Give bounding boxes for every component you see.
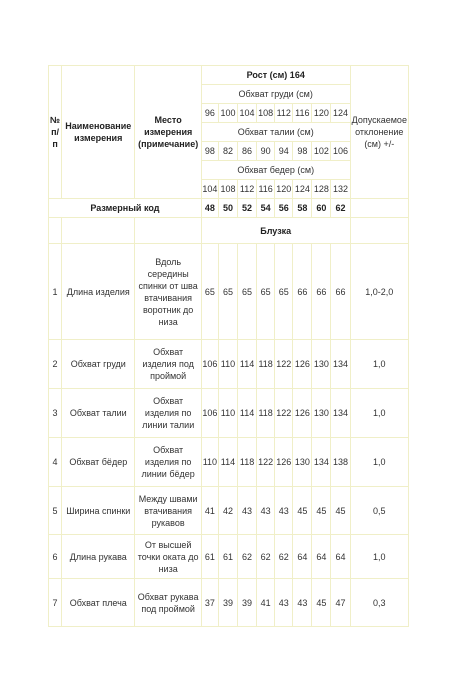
row-value: 43	[275, 487, 293, 535]
row-value: 41	[257, 579, 275, 627]
row-number: 2	[49, 340, 62, 389]
section-empty-2	[62, 218, 135, 244]
row-number: 3	[49, 389, 62, 438]
row-value: 138	[331, 438, 350, 487]
row-value: 122	[257, 438, 275, 487]
row-value: 65	[238, 244, 257, 340]
hips-value: 128	[312, 180, 331, 199]
row-measurement-name: Обхват груди	[62, 340, 135, 389]
waist-value: 102	[312, 142, 331, 161]
table-row	[49, 438, 409, 487]
chest-value: 104	[238, 104, 257, 123]
row-tolerance: 1,0	[350, 535, 408, 579]
size-code-value: 50	[218, 199, 237, 218]
row-value: 62	[238, 535, 257, 579]
table-row	[49, 340, 409, 389]
waist-value: 106	[331, 142, 350, 161]
row-value: 65	[218, 244, 237, 340]
chest-value: 100	[218, 104, 237, 123]
row-value: 130	[312, 389, 331, 438]
row-measurement-place: Между швами втачивания рукавов	[135, 487, 201, 535]
row-value: 37	[201, 579, 218, 627]
chest-value: 120	[312, 104, 331, 123]
row-value: 118	[257, 340, 275, 389]
row-value: 43	[238, 487, 257, 535]
row-value: 45	[293, 487, 312, 535]
row-tolerance: 0,3	[350, 579, 408, 627]
row-value: 122	[275, 389, 293, 438]
row-measurement-place: Обхват изделия по линии бёдер	[135, 438, 201, 487]
row-value: 114	[238, 340, 257, 389]
row-value: 110	[218, 389, 237, 438]
waist-header: Обхват талии (см)	[201, 123, 350, 142]
waist-value: 98	[293, 142, 312, 161]
height-header: Рост (см) 164	[201, 66, 350, 85]
size-code-value: 54	[257, 199, 275, 218]
col-header-tolerance: Допускаемое отклонение (см) +/-	[350, 66, 408, 199]
row-value: 64	[293, 535, 312, 579]
row-number: 4	[49, 438, 62, 487]
size-code-value: 58	[293, 199, 312, 218]
table-row	[49, 487, 409, 535]
size-table	[48, 65, 409, 627]
chest-header: Обхват груди (см)	[201, 85, 350, 104]
row-measurement-place: Обхват изделия под проймой	[135, 340, 201, 389]
row-value: 118	[238, 438, 257, 487]
row-measurement-name: Длина изделия	[62, 244, 135, 340]
row-value: 106	[201, 340, 218, 389]
col-header-number: № п/п	[49, 66, 62, 199]
row-value: 43	[275, 579, 293, 627]
row-measurement-name: Обхват бёдер	[62, 438, 135, 487]
hips-value: 104	[201, 180, 218, 199]
row-value: 64	[312, 535, 331, 579]
row-measurement-place: Обхват изделия по линии талии	[135, 389, 201, 438]
row-value: 134	[312, 438, 331, 487]
row-value: 106	[201, 389, 218, 438]
size-code-empty	[350, 199, 408, 218]
row-value: 61	[218, 535, 237, 579]
col-header-place: Место измерения (примечание)	[135, 66, 201, 199]
row-measurement-name: Обхват талии	[62, 389, 135, 438]
row-value: 45	[312, 487, 331, 535]
chest-value: 108	[257, 104, 275, 123]
row-tolerance: 0,5	[350, 487, 408, 535]
hips-value: 132	[331, 180, 350, 199]
hips-value: 124	[293, 180, 312, 199]
row-measurement-name: Длина рукава	[62, 535, 135, 579]
row-value: 110	[218, 340, 237, 389]
row-value: 134	[331, 389, 350, 438]
row-value: 66	[293, 244, 312, 340]
hips-value: 120	[275, 180, 293, 199]
row-value: 130	[293, 438, 312, 487]
chest-value: 124	[331, 104, 350, 123]
row-value: 65	[201, 244, 218, 340]
row-value: 45	[331, 487, 350, 535]
row-value: 61	[201, 535, 218, 579]
row-value: 118	[257, 389, 275, 438]
row-number: 5	[49, 487, 62, 535]
table-row	[49, 579, 409, 627]
section-title: Блузка	[201, 218, 350, 244]
row-value: 47	[331, 579, 350, 627]
row-value: 126	[293, 340, 312, 389]
row-value: 122	[275, 340, 293, 389]
waist-value: 98	[201, 142, 218, 161]
row-value: 114	[238, 389, 257, 438]
row-measurement-name: Ширина спинки	[62, 487, 135, 535]
row-value: 42	[218, 487, 237, 535]
row-value: 43	[257, 487, 275, 535]
size-code-value: 52	[238, 199, 257, 218]
chest-value: 96	[201, 104, 218, 123]
row-value: 39	[218, 579, 237, 627]
size-code-value: 60	[312, 199, 331, 218]
chest-value: 112	[275, 104, 293, 123]
section-empty-4	[350, 218, 408, 244]
size-code-value: 56	[275, 199, 293, 218]
row-tolerance: 1,0	[350, 438, 408, 487]
row-value: 41	[201, 487, 218, 535]
row-value: 65	[257, 244, 275, 340]
hips-value: 116	[257, 180, 275, 199]
row-value: 65	[275, 244, 293, 340]
row-value: 39	[238, 579, 257, 627]
col-header-name: Наименование измерения	[62, 66, 135, 199]
row-number: 1	[49, 244, 62, 340]
row-measurement-name: Обхват плеча	[62, 579, 135, 627]
row-value: 62	[275, 535, 293, 579]
size-code-value: 62	[331, 199, 350, 218]
row-value: 62	[257, 535, 275, 579]
row-tolerance: 1,0	[350, 340, 408, 389]
row-value: 114	[218, 438, 237, 487]
size-chart	[48, 65, 409, 627]
waist-value: 94	[275, 142, 293, 161]
waist-value: 90	[257, 142, 275, 161]
size-code-label: Размерный код	[49, 199, 202, 218]
table-row	[49, 389, 409, 438]
row-measurement-place: Обхват рукава под проймой	[135, 579, 201, 627]
row-tolerance: 1,0	[350, 389, 408, 438]
row-value: 110	[201, 438, 218, 487]
row-value: 66	[312, 244, 331, 340]
row-number: 6	[49, 535, 62, 579]
section-empty-3	[135, 218, 201, 244]
waist-value: 82	[218, 142, 237, 161]
row-value: 45	[312, 579, 331, 627]
row-value: 66	[331, 244, 350, 340]
waist-value: 86	[238, 142, 257, 161]
row-value: 134	[331, 340, 350, 389]
hips-value: 108	[218, 180, 237, 199]
row-value: 43	[293, 579, 312, 627]
row-value: 126	[293, 389, 312, 438]
hips-header: Обхват бедер (см)	[201, 161, 350, 180]
size-code-value: 48	[201, 199, 218, 218]
row-value: 64	[331, 535, 350, 579]
chest-value: 116	[293, 104, 312, 123]
row-value: 130	[312, 340, 331, 389]
table-row	[49, 244, 409, 340]
table-row	[49, 535, 409, 579]
row-measurement-place: От высшей точки оката до низа	[135, 535, 201, 579]
section-empty-1	[49, 218, 62, 244]
row-measurement-place: Вдоль середины спинки от шва втачивания воротник до низа	[135, 244, 201, 340]
row-tolerance: 1,0-2,0	[350, 244, 408, 340]
row-value: 126	[275, 438, 293, 487]
hips-value: 112	[238, 180, 257, 199]
row-number: 7	[49, 579, 62, 627]
